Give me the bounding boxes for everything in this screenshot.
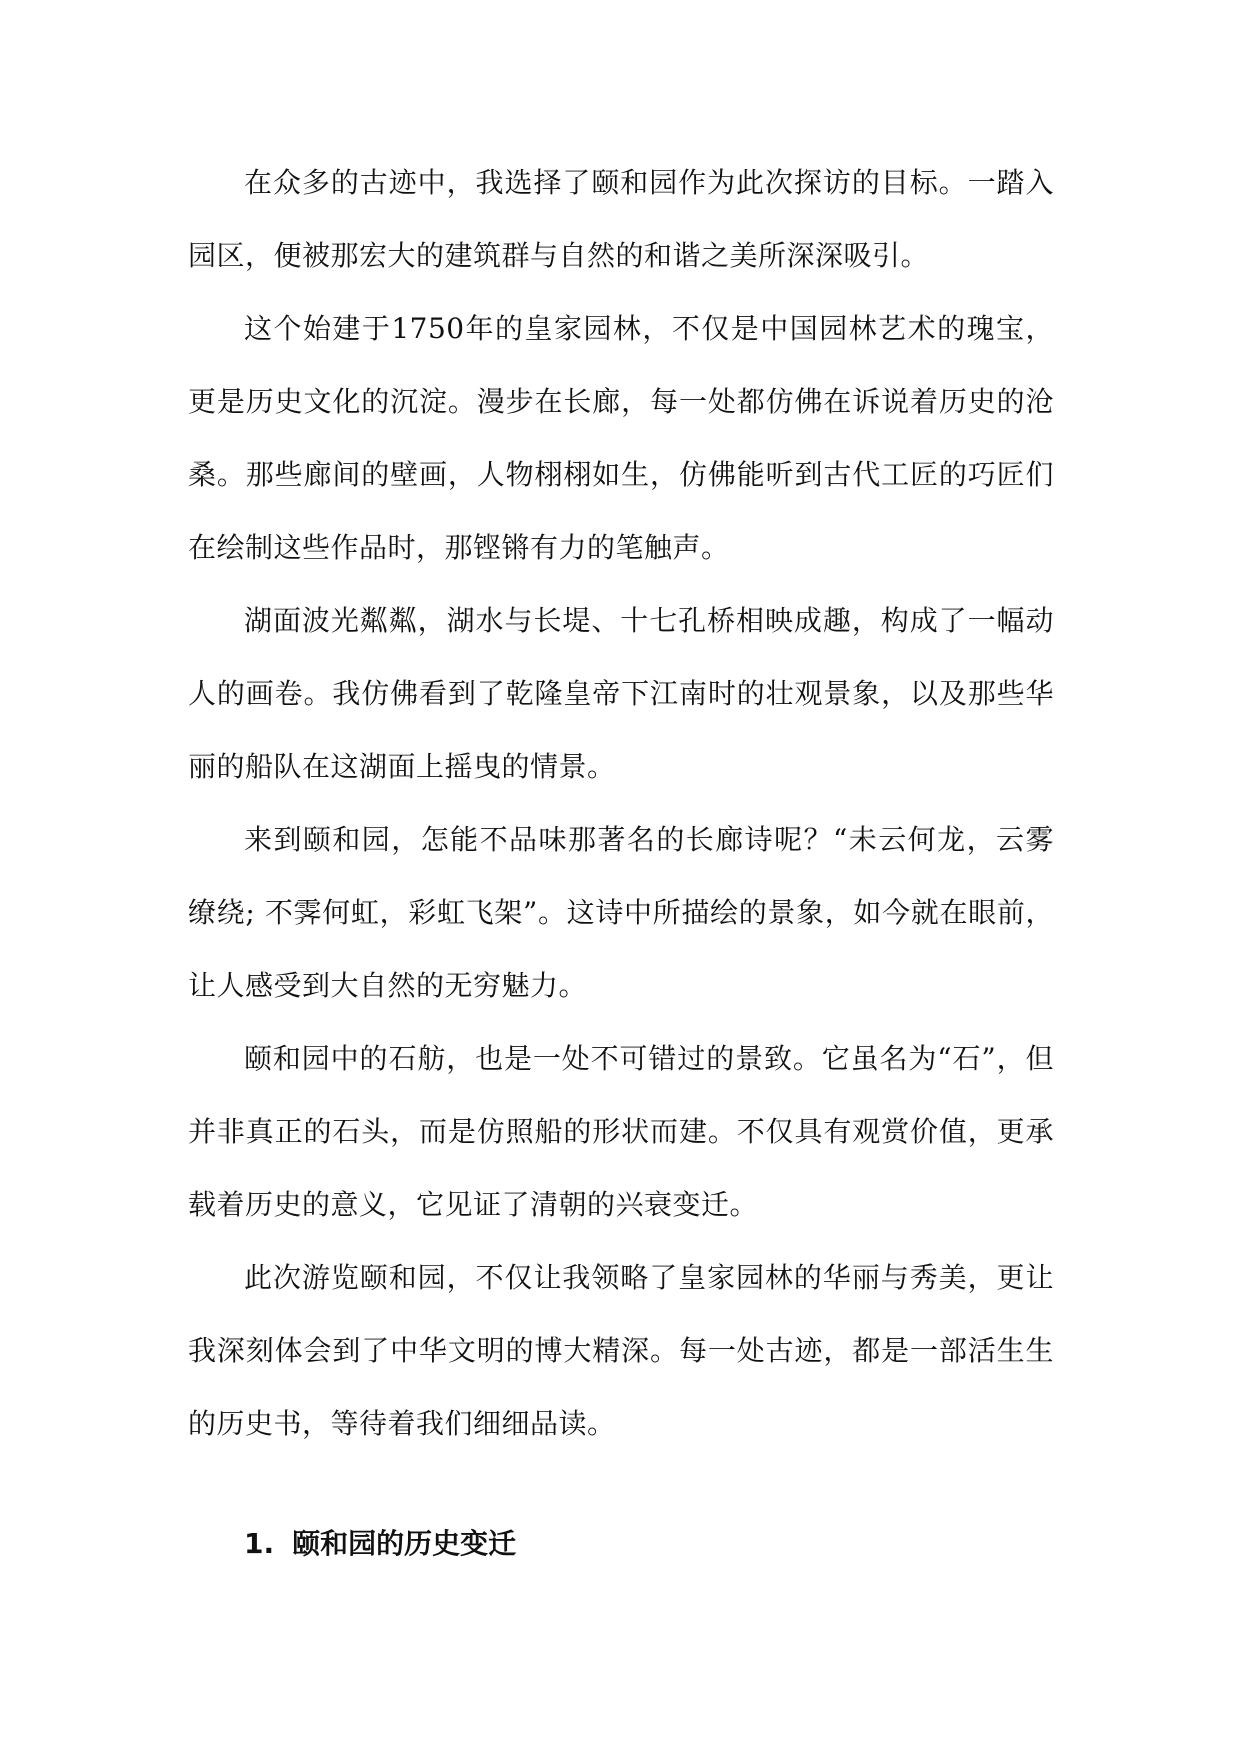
paragraph-marble-boat: 颐和园中的石舫，也是一处不可错过的景致。它虽名为“石”，但并非真正的石头，而是仿照船的形状而建。不仅具有观赏价值，更承载着历史的意义，它见证了清朝的兴衰变迁。 bbox=[188, 1042, 1054, 1221]
paragraph-corridor-poem: 来到颐和园，怎能不品味那著名的长廊诗呢？“未云何龙，云雾缭绕; 不霁何虹，彩虹飞架”。这诗中所描绘的景象，如今就在眼前，让人感受到大自然的无穷魅力。 bbox=[188, 823, 1054, 1002]
section-title: 颐和园的历史变迁 bbox=[292, 1527, 517, 1560]
paragraph-history: 这个始建于1750年的皇家园林，不仅是中国园林艺术的瑰宝，更是历史文化的沉淀。漫步在长廊，每一处都仿佛在诉说着历史的沧桑。那些廊间的壁画，人物栩栩如生，仿佛能听到古代工匠的巧匠们在绘制这些作品时，那铿锵有力的笔触声。 bbox=[188, 312, 1054, 564]
section-number: 1. bbox=[244, 1527, 275, 1560]
paragraph-intro: 在众多的古迹中，我选择了颐和园作为此次探访的目标。一踏入园区，便被那宏大的建筑群与自然的和谐之美所深深吸引。 bbox=[188, 166, 1054, 272]
paragraph-conclusion: 此次游览颐和园，不仅让我领略了皇家园林的华丽与秀美，更让我深刻体会到了中华文明的博大精深。每一处古迹，都是一部活生生的历史书，等待着我们细细品读。 bbox=[188, 1261, 1054, 1440]
document-body bbox=[188, 146, 1054, 1564]
section-heading bbox=[244, 1524, 1054, 1564]
paragraph-lake: 湖面波光粼粼，湖水与长堤、十七孔桥相映成趣，构成了一幅动人的画卷。我仿佛看到了乾隆皇帝下江南时的壮观景象，以及那些华丽的船队在这湖面上摇曳的情景。 bbox=[188, 604, 1054, 783]
